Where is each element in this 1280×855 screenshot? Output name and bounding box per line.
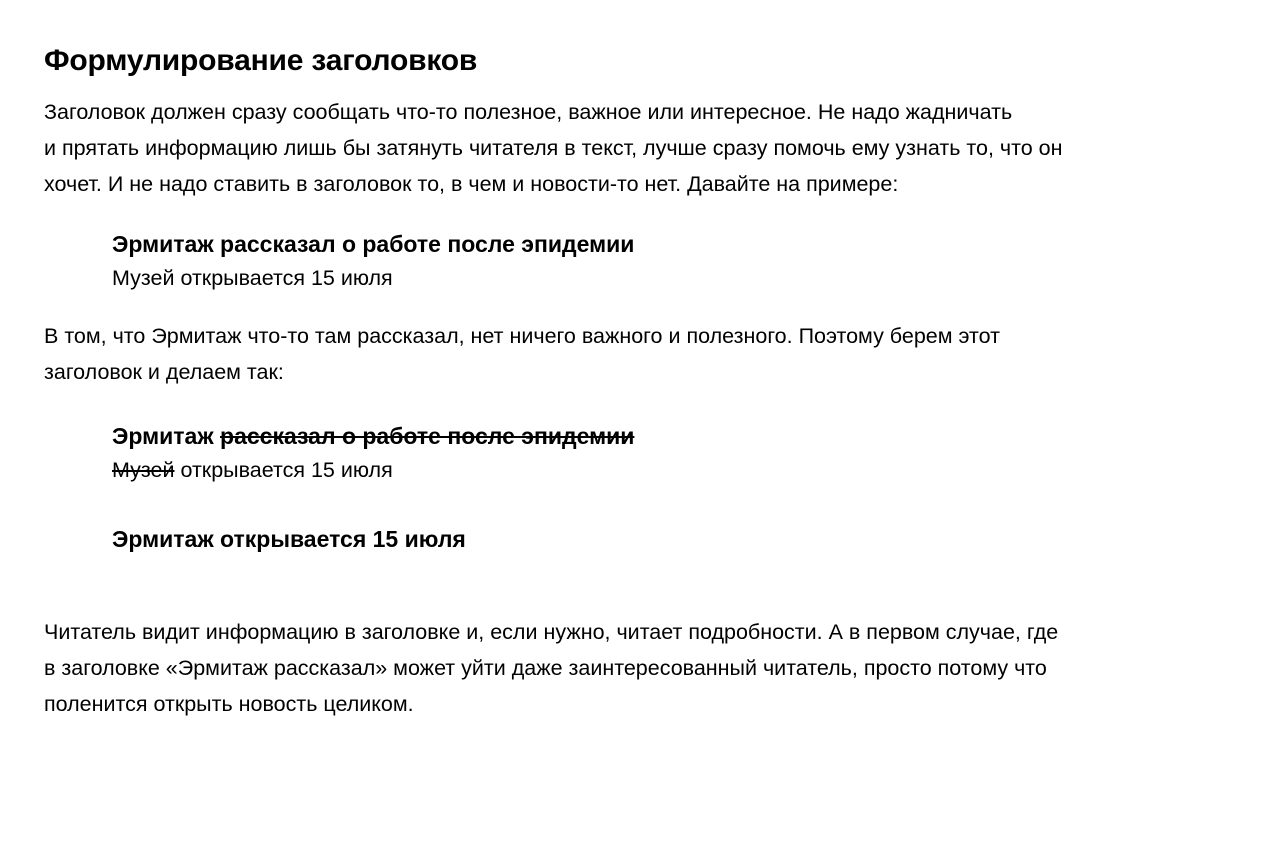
- example-result: [112, 522, 466, 556]
- headline-kept-text: Эрмитаж: [112, 423, 214, 449]
- intro-line: и прятать информацию лишь бы затянуть читателя в текст, лучше сразу помочь ему узнать то, что он: [44, 136, 1063, 160]
- page-title: Формулирование заголовков: [44, 44, 478, 77]
- example-edited-headline: [112, 419, 634, 453]
- example-original: [112, 227, 634, 295]
- explanation-line: В том, что Эрмитаж что-то там рассказал, нет ничего важного и полезного. Поэтому берем этот: [44, 324, 1000, 348]
- headline-struck-text: рассказал о работе после эпидемии: [220, 423, 635, 449]
- conclusion-paragraph: [44, 614, 1058, 722]
- conclusion-line: поленится открыть новость целиком.: [44, 692, 414, 716]
- conclusion-line: в заголовке «Эрмитаж рассказал» может уйти даже заинтересованный читатель, просто потому что: [44, 656, 1047, 680]
- example-original-headline: Эрмитаж рассказал о работе после эпидемии: [112, 231, 635, 257]
- conclusion-line: Читатель видит информацию в заголовке и, если нужно, читает подробности. А в первом случае, где: [44, 620, 1059, 644]
- explanation-paragraph: [44, 318, 1000, 390]
- example-edited: [112, 419, 634, 487]
- intro-line: хочет. И не надо ставить в заголовок то, в чем и новости-то нет. Давайте на примере:: [44, 172, 899, 196]
- intro-paragraph: [44, 94, 1062, 202]
- example-edited-subtitle: [112, 453, 634, 487]
- subtitle-struck-text: Музей: [112, 458, 175, 482]
- explanation-line: заголовок и делаем так:: [44, 360, 284, 384]
- intro-line: Заголовок должен сразу сообщать что-то полезное, важное или интересное. Не надо жадничать: [44, 100, 1013, 124]
- example-original-subtitle: Музей открывается 15 июля: [112, 266, 393, 290]
- example-result-headline: Эрмитаж открывается 15 июля: [112, 526, 466, 552]
- subtitle-kept-text: открывается 15 июля: [180, 458, 393, 482]
